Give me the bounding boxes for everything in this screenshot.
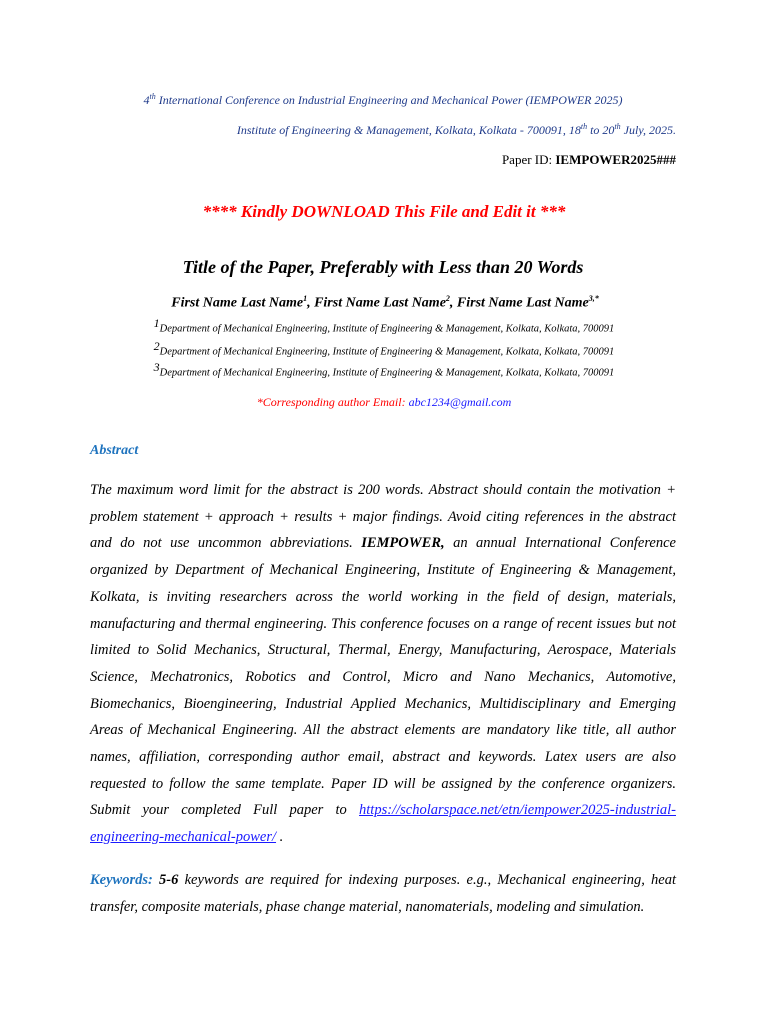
corresponding-author <box>0 395 768 410</box>
corresponding-label: *Corresponding author Email: <box>256 395 409 409</box>
abstract-text-start: The maximum word limit for the abstract is 200 words. Abstract should contain the motivation + problem statement + approach + results + major findings. Avoid citing references in the abstract and do not use uncommon abbreviations. <box>90 482 676 552</box>
author-1: First Name Last Name <box>171 295 304 311</box>
paper-id-value: IEMPOWER2025### <box>555 152 676 167</box>
keywords-count: 5-6 <box>159 872 179 888</box>
affiliation-3-text: Department of Mechanical Engineering, Institute of Engineering & Management, Kolkata, Kolkata, 700091 <box>159 367 615 379</box>
download-note: **** Kindly DOWNLOAD This File and Edit it *** <box>202 202 566 221</box>
venue-mid: to 20 <box>587 123 615 137</box>
author-list <box>0 294 768 312</box>
abstract-bold-name: IEMPOWER, <box>361 535 445 552</box>
abstract-heading: Abstract <box>90 443 139 458</box>
affiliation-3-number: 3 <box>153 360 160 374</box>
conference-title <box>90 92 676 108</box>
venue-suffix: July, 2025. <box>620 123 676 137</box>
venue-prefix: Institute of Engineering & Management, Kolkata, Kolkata - 700091, 18 <box>236 123 581 137</box>
affiliation-1 <box>0 316 768 335</box>
affiliation-1-text: Department of Mechanical Engineering, Institute of Engineering & Management, Kolkata, Kolkata, 700091 <box>159 323 615 335</box>
keywords-label: Keywords <box>90 872 148 888</box>
abstract-body <box>90 477 676 851</box>
abstract-final-period: . <box>276 829 284 846</box>
conference-ordinal: 4 <box>143 93 150 107</box>
conference-venue <box>237 122 676 138</box>
paper-title: Title of the Paper, Preferably with Less than 20 Words <box>182 257 584 277</box>
affiliation-2 <box>0 339 768 358</box>
affiliation-2-number: 2 <box>153 339 160 353</box>
paper-id <box>502 152 676 168</box>
author-2-sup: 2 <box>445 294 450 303</box>
author-1-sup: 1 <box>303 294 308 303</box>
affiliation-1-number: 1 <box>153 316 160 330</box>
author-2: , First Name Last Name <box>307 295 446 311</box>
author-3: , First Name Last Name <box>449 295 589 311</box>
corresponding-email[interactable]: abc1234@gmail.com <box>408 395 512 409</box>
author-3-sup: 3,* <box>588 294 599 303</box>
venue-sup-end: th <box>614 122 621 131</box>
keywords-section <box>90 867 676 920</box>
conference-ordinal-sup: th <box>149 92 156 101</box>
paper-id-label: Paper ID: <box>501 152 556 167</box>
keywords-colon: : <box>148 872 160 888</box>
abstract-text-end: an annual International Conference organized by Department of Mechanical Engineering, Institute of Engineering & Management, Kolkata, is inviting researchers across the world working in the field of design, materials, manufacturing and thermal engineering. This conference focuses on a range of recent issues but not limited to Solid Mechanics, Structural, Thermal, Energy, Manufacturing, Aerospace, Materials Science, Mechatronics, Robotics and Control, Micro and Nano Mechanics, Automotive, Biomechanics, Bioengineering, Industrial Applied Mechanics, Multidisciplinary and Emerging Areas of Mechanical Engineering. All the abstract elements are mandatory like title, all author names, affiliation, corresponding author email, abstract and keywords. Latex users are also requested to follow the same template. Paper ID will be assigned by the conference organizers. Submit your completed Full paper to <box>90 535 676 819</box>
affiliation-3 <box>0 360 768 379</box>
venue-sup-start: th <box>580 122 588 131</box>
keywords-text: keywords are required for indexing purposes. e.g., Mechanical engineering, heat transfer, composite materials, phase change material, nanomaterials, modeling and simulation. <box>90 872 676 915</box>
conference-name: International Conference on Industrial Engineering and Mechanical Power (IEMPOWER 2025) <box>155 93 623 107</box>
submission-link[interactable]: https://scholarspace.net/etn/iempower2025-industrial-engineering-mechanical-power/ <box>90 802 676 846</box>
affiliation-2-text: Department of Mechanical Engineering, Institute of Engineering & Management, Kolkata, Kolkata, 700091 <box>159 346 615 358</box>
